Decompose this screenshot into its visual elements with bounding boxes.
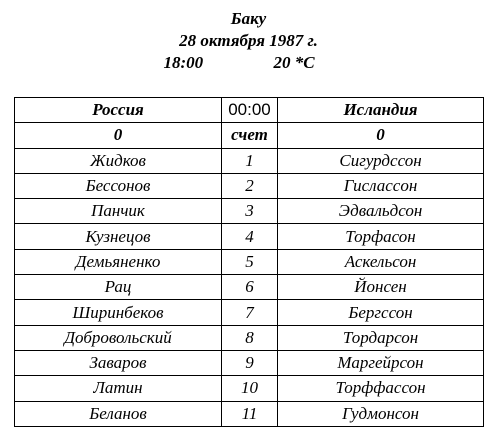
- player-away-name: Торффассон: [278, 376, 484, 401]
- player-row: [15, 199, 484, 224]
- player-number: 1: [222, 148, 278, 173]
- score-row: [15, 123, 484, 148]
- player-row: [15, 224, 484, 249]
- player-home-name: Бессонов: [15, 173, 222, 198]
- player-row: [15, 148, 484, 173]
- player-row: [15, 350, 484, 375]
- player-away-name: Гисласcон: [278, 173, 484, 198]
- player-home-name: Кузнецов: [15, 224, 222, 249]
- player-home-name: Латин: [15, 376, 222, 401]
- player-number: 11: [222, 401, 278, 426]
- player-home-name: Панчик: [15, 199, 222, 224]
- player-home-name: Жидков: [15, 148, 222, 173]
- time-label: 18:00: [163, 53, 204, 72]
- score-away: 0: [278, 123, 484, 148]
- player-home-name: Рац: [15, 275, 222, 300]
- player-home-name: Добровольский: [15, 325, 222, 350]
- player-number: 6: [222, 275, 278, 300]
- player-number: 5: [222, 249, 278, 274]
- player-row: [15, 325, 484, 350]
- player-away-name: Аскельсон: [278, 249, 484, 274]
- player-row: [15, 376, 484, 401]
- player-number: 9: [222, 350, 278, 375]
- player-number: 7: [222, 300, 278, 325]
- player-number: 3: [222, 199, 278, 224]
- player-home-name: Демьяненко: [15, 249, 222, 274]
- time-temp-line: [0, 52, 497, 74]
- team-home-name: Россия: [15, 98, 222, 123]
- player-away-name: Йонсен: [278, 275, 484, 300]
- player-away-name: Тордарсон: [278, 325, 484, 350]
- match-clock: 00:00: [222, 98, 278, 123]
- player-number: 10: [222, 376, 278, 401]
- player-row: [15, 173, 484, 198]
- player-row: [15, 249, 484, 274]
- player-row: [15, 401, 484, 426]
- lineup-table: [14, 97, 484, 427]
- player-home-name: Беланов: [15, 401, 222, 426]
- date-label: 28 октября 1987 г.: [179, 31, 318, 50]
- player-number: 4: [222, 224, 278, 249]
- score-label: счет: [222, 123, 278, 148]
- player-away-name: Маргейрсон: [278, 350, 484, 375]
- player-away-name: Эдвальдсон: [278, 199, 484, 224]
- player-away-name: Бергссон: [278, 300, 484, 325]
- player-number: 8: [222, 325, 278, 350]
- team-header-row: [15, 98, 484, 123]
- player-home-name: Заваров: [15, 350, 222, 375]
- team-away-name: Исландия: [278, 98, 484, 123]
- player-number: 2: [222, 173, 278, 198]
- player-row: [15, 275, 484, 300]
- score-home: 0: [15, 123, 222, 148]
- match-header: [0, 8, 497, 74]
- player-home-name: Ширинбеков: [15, 300, 222, 325]
- temperature-label: 20 *С: [273, 53, 315, 72]
- player-row: [15, 300, 484, 325]
- player-away-name: Гудмонсон: [278, 401, 484, 426]
- player-away-name: Сигурдссон: [278, 148, 484, 173]
- player-away-name: Торфасон: [278, 224, 484, 249]
- city-label: Баку: [230, 9, 267, 28]
